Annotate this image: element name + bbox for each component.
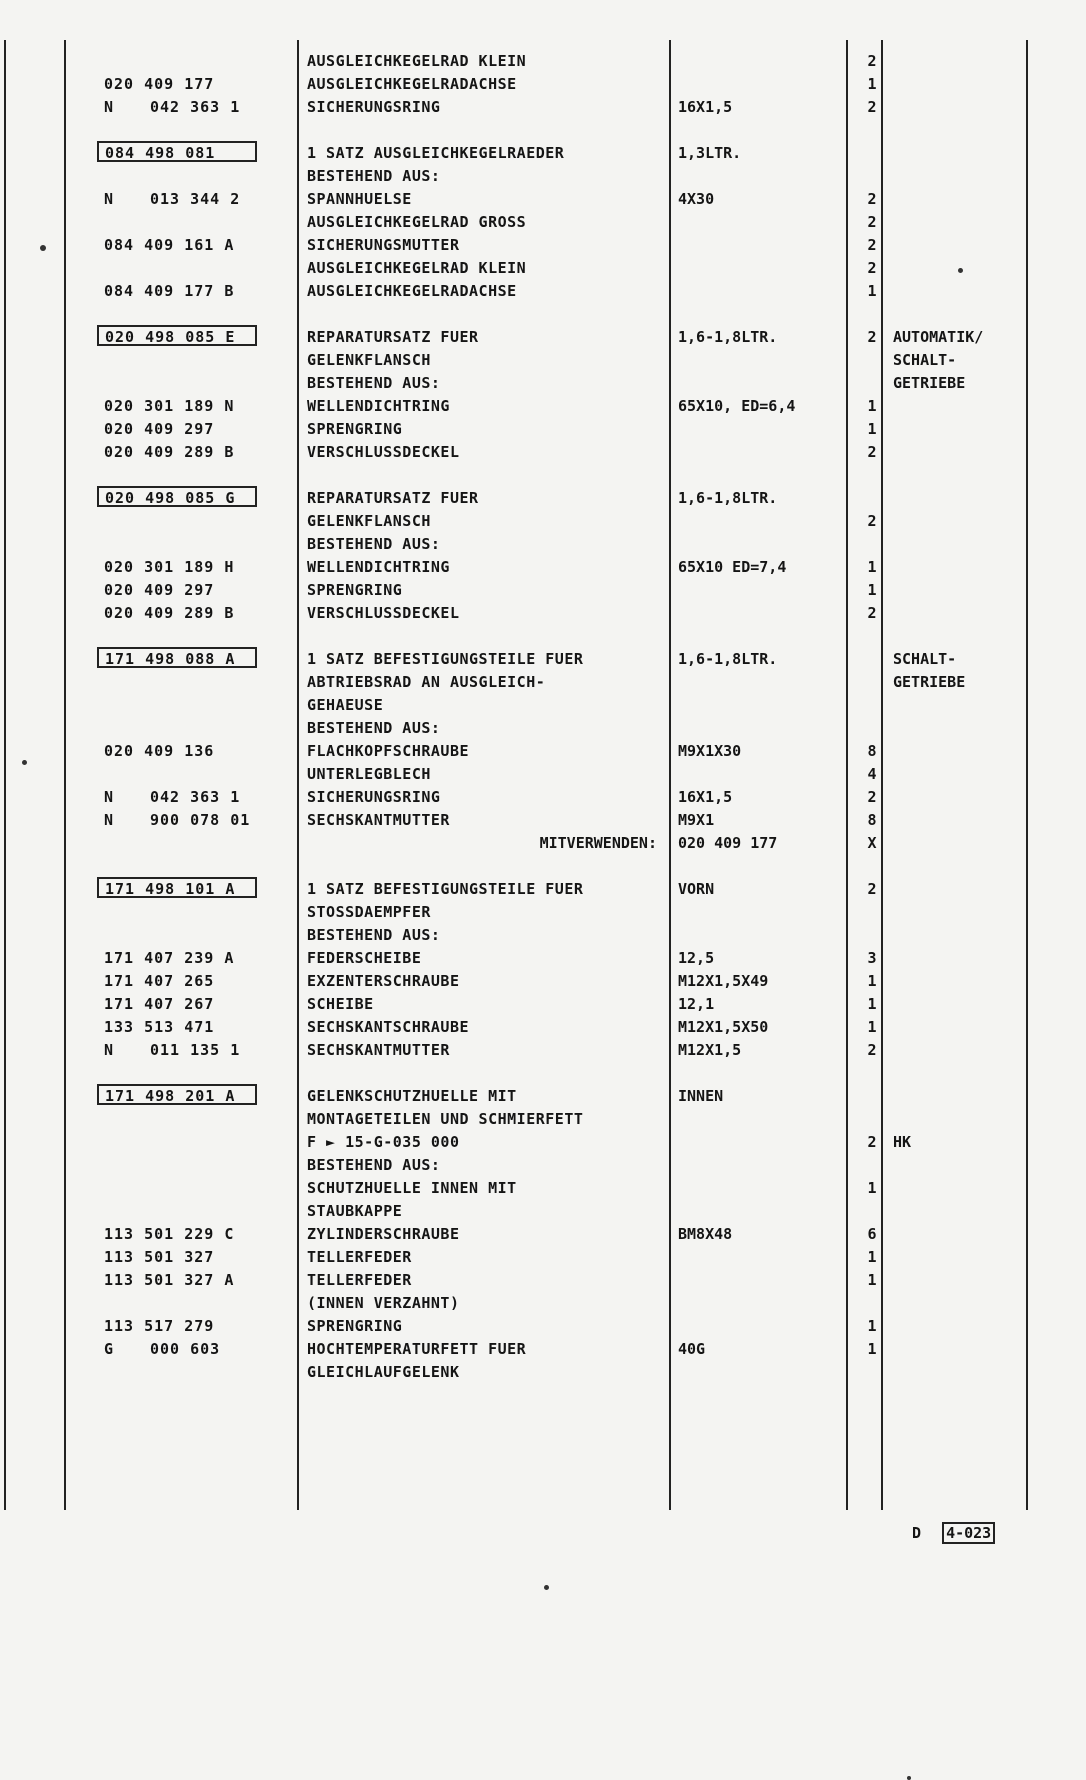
part-description: SICHERUNGSRING [307,788,441,806]
part-description: SECHSKANTMUTTER [307,1041,450,1059]
part-description: VERSCHLUSSDECKEL [307,604,460,622]
part-quantity: 4 [867,765,877,783]
part-quantity: 2 [867,98,877,116]
part-description: F ► 15-G-035 000 [307,1133,460,1151]
part-spec: 020 409 177 [678,834,778,852]
part-description: 1 SATZ BEFESTIGUNGSTEILE FUER [307,880,584,898]
kit-part-number: 020 498 085 E [97,325,257,346]
part-number: 113 517 279 [104,1317,215,1335]
part-quantity: 1 [867,581,877,599]
part-quantity: 1 [867,1018,877,1036]
part-number: 000 603 [150,1340,221,1358]
parts-row [0,878,1086,901]
kit-part-number: 171 498 201 A [97,1084,257,1105]
part-quantity: 2 [867,52,877,70]
part-spec: 65X10, ED=6,4 [678,397,796,415]
part-prefix: N [104,788,114,806]
part-quantity: 3 [867,949,877,967]
part-remark: GETRIEBE [893,673,966,691]
part-number: 020 409 136 [104,742,215,760]
scan-speck [40,245,46,251]
parts-row [0,579,1086,602]
parts-row [0,970,1086,993]
part-description: AUSGLEICHKEGELRAD KLEIN [307,52,527,70]
part-description: BESTEHEND AUS: [307,374,441,392]
part-description: SPRENGRING [307,1317,403,1335]
part-description: SPRENGRING [307,420,403,438]
parts-row [0,694,1086,717]
kit-part-number: 171 498 101 A [97,877,257,898]
parts-row [0,602,1086,625]
parts-row [0,1039,1086,1062]
part-description: GELENKFLANSCH [307,512,431,530]
part-spec: 4X30 [678,190,715,208]
part-number: 020 409 289 B [104,443,235,461]
part-spec: 16X1,5 [678,788,733,806]
part-quantity: 2 [867,190,877,208]
part-number: 020 301 189 N [104,397,235,415]
parts-row [0,418,1086,441]
part-number: 042 363 1 [150,98,241,116]
part-description: FLACHKOPFSCHRAUBE [307,742,470,760]
part-prefix: N [104,1041,114,1059]
parts-row [0,441,1086,464]
part-number: 084 409 177 B [104,282,235,300]
part-quantity: 2 [867,1041,877,1059]
part-description: BESTEHEND AUS: [307,535,441,553]
part-description: ZYLINDERSCHRAUBE [307,1225,460,1243]
part-description: WELLENDICHTRING [307,558,450,576]
part-description: UNTERLEGBLECH [307,765,431,783]
parts-row [0,763,1086,786]
part-description: STAUBKAPPE [307,1202,403,1220]
part-quantity: X [867,834,877,852]
page-footer [912,1522,995,1544]
part-description: SPRENGRING [307,581,403,599]
part-spec: M9X1 [678,811,715,829]
parts-row [0,1016,1086,1039]
parts-row [0,786,1086,809]
part-spec: VORN [678,880,715,898]
part-description: AUSGLEICHKEGELRAD GROSS [307,213,527,231]
section-letter: D [912,1524,922,1542]
parts-row [0,1223,1086,1246]
part-prefix: G [104,1340,114,1358]
part-description: TELLERFEDER [307,1248,412,1266]
part-description: SICHERUNGSMUTTER [307,236,460,254]
part-quantity: 1 [867,972,877,990]
part-spec: INNEN [678,1087,724,1105]
parts-row [0,1085,1086,1108]
parts-row [0,1177,1086,1200]
part-description: MONTAGETEILEN UND SCHMIERFETT [307,1110,584,1128]
parts-row [0,1338,1086,1361]
parts-row [0,1292,1086,1315]
part-spec: 1,6-1,8LTR. [678,328,778,346]
parts-row [0,947,1086,970]
parts-row [0,1246,1086,1269]
part-number: 900 078 01 [150,811,251,829]
parts-row [0,50,1086,73]
parts-row [0,993,1086,1016]
part-number: 113 501 327 [104,1248,215,1266]
parts-row [0,648,1086,671]
part-prefix: N [104,811,114,829]
part-quantity: 1 [867,397,877,415]
part-spec: 1,6-1,8LTR. [678,489,778,507]
part-spec: 65X10 ED=7,4 [678,558,787,576]
parts-row [0,142,1086,165]
part-description: AUSGLEICHKEGELRADACHSE [307,282,517,300]
part-description: HOCHTEMPERATURFETT FUER [307,1340,527,1358]
part-spec: 12,5 [678,949,715,967]
part-spec: 40G [678,1340,706,1358]
part-description: (INNEN VERZAHNT) [307,1294,460,1312]
parts-row [0,1131,1086,1154]
part-description: BESTEHEND AUS: [307,1156,441,1174]
part-number: 113 501 229 C [104,1225,235,1243]
part-prefix: N [104,190,114,208]
parts-row [0,1200,1086,1223]
part-remark: SCHALT- [893,650,957,668]
part-quantity: 2 [867,512,877,530]
parts-row [0,349,1086,372]
part-quantity: 2 [867,213,877,231]
part-quantity: 2 [867,259,877,277]
part-description: SICHERUNGSRING [307,98,441,116]
part-quantity: 2 [867,880,877,898]
part-description: GELENKSCHUTZHUELLE MIT [307,1087,517,1105]
part-spec: 1,3LTR. [678,144,742,162]
parts-row [0,832,1086,855]
parts-row [0,96,1086,119]
parts-row [0,533,1086,556]
part-quantity: 1 [867,558,877,576]
part-description: REPARATURSATZ FUER [307,489,479,507]
part-quantity: 1 [867,1271,877,1289]
part-remark: AUTOMATIK/ [893,328,984,346]
part-quantity: 1 [867,1179,877,1197]
part-quantity: 2 [867,328,877,346]
part-quantity: 1 [867,995,877,1013]
part-description: SECHSKANTMUTTER [307,811,450,829]
part-quantity: 1 [867,75,877,93]
part-description: GLEICHLAUFGELENK [307,1363,460,1381]
part-description: SCHEIBE [307,995,374,1013]
part-description: STOSSDAEMPFER [307,903,431,921]
part-number: 020 409 297 [104,581,215,599]
part-quantity: 2 [867,236,877,254]
parts-row [0,510,1086,533]
part-quantity: 8 [867,811,877,829]
part-remark: SCHALT- [893,351,957,369]
part-number: 013 344 2 [150,190,241,208]
part-quantity: 1 [867,282,877,300]
part-spec: M12X1,5X49 [678,972,769,990]
part-quantity: 2 [867,788,877,806]
part-spec: M12X1,5X50 [678,1018,769,1036]
parts-row [0,372,1086,395]
part-quantity: 8 [867,742,877,760]
part-description: TELLERFEDER [307,1271,412,1289]
part-spec: BM8X48 [678,1225,733,1243]
part-spec: M12X1,5 [678,1041,742,1059]
part-quantity: 2 [867,604,877,622]
part-description: EXZENTERSCHRAUBE [307,972,460,990]
part-number: 011 135 1 [150,1041,241,1059]
parts-row [0,1108,1086,1131]
parts-row [0,1361,1086,1384]
part-number: 113 501 327 A [104,1271,235,1289]
parts-row [0,326,1086,349]
part-description: VERSCHLUSSDECKEL [307,443,460,461]
parts-row [0,257,1086,280]
parts-row [0,234,1086,257]
part-description: REPARATURSATZ FUER [307,328,479,346]
also-use-label: MITVERWENDEN: [539,834,657,852]
parts-row [0,165,1086,188]
page-number: 4-023 [942,1522,995,1544]
parts-row [0,211,1086,234]
part-description: SPANNHUELSE [307,190,412,208]
part-number: 042 363 1 [150,788,241,806]
parts-row [0,1315,1086,1338]
part-quantity: 2 [867,443,877,461]
part-number: 020 409 297 [104,420,215,438]
part-description: AUSGLEICHKEGELRAD KLEIN [307,259,527,277]
part-description: SCHUTZHUELLE INNEN MIT [307,1179,517,1197]
part-spec: M9X1X30 [678,742,742,760]
part-description: BESTEHEND AUS: [307,719,441,737]
parts-row [0,901,1086,924]
parts-row [0,717,1086,740]
part-description: 1 SATZ BEFESTIGUNGSTEILE FUER [307,650,584,668]
part-prefix: N [104,98,114,116]
part-description: WELLENDICHTRING [307,397,450,415]
part-description: GEHAEUSE [307,696,384,714]
parts-row [0,740,1086,763]
part-quantity: 2 [867,1133,877,1151]
part-number: 020 409 177 [104,75,215,93]
part-description: GELENKFLANSCH [307,351,431,369]
parts-row [0,809,1086,832]
part-description: SECHSKANTSCHRAUBE [307,1018,470,1036]
part-number: 020 409 289 B [104,604,235,622]
parts-row [0,556,1086,579]
part-description: FEDERSCHEIBE [307,949,422,967]
part-description: BESTEHEND AUS: [307,926,441,944]
scan-speck [907,1776,911,1780]
part-description: ABTRIEBSRAD AN AUSGLEICH- [307,673,546,691]
parts-row [0,671,1086,694]
kit-part-number: 171 498 088 A [97,647,257,668]
parts-row [0,395,1086,418]
parts-row [0,1154,1086,1177]
part-spec: 12,1 [678,995,715,1013]
part-quantity: 1 [867,1340,877,1358]
parts-row [0,924,1086,947]
part-remark: GETRIEBE [893,374,966,392]
parts-row [0,73,1086,96]
parts-row [0,188,1086,211]
part-quantity: 1 [867,1248,877,1266]
scan-speck [958,268,963,273]
parts-row [0,1269,1086,1292]
part-number: 084 409 161 A [104,236,235,254]
part-description: 1 SATZ AUSGLEICHKEGELRAEDER [307,144,565,162]
part-spec: 1,6-1,8LTR. [678,650,778,668]
part-number: 133 513 471 [104,1018,215,1036]
parts-row [0,280,1086,303]
scan-speck [22,760,27,765]
scan-speck [544,1585,549,1590]
part-quantity: 6 [867,1225,877,1243]
part-number: 171 407 239 A [104,949,235,967]
part-remark: HK [893,1133,912,1151]
part-number: 020 301 189 H [104,558,235,576]
kit-part-number: 020 498 085 G [97,486,257,507]
part-quantity: 1 [867,420,877,438]
part-description: BESTEHEND AUS: [307,167,441,185]
part-quantity: 1 [867,1317,877,1335]
part-description: AUSGLEICHKEGELRADACHSE [307,75,517,93]
part-number: 171 407 265 [104,972,215,990]
part-spec: 16X1,5 [678,98,733,116]
kit-part-number: 084 498 081 [97,141,257,162]
part-number: 171 407 267 [104,995,215,1013]
parts-row [0,487,1086,510]
